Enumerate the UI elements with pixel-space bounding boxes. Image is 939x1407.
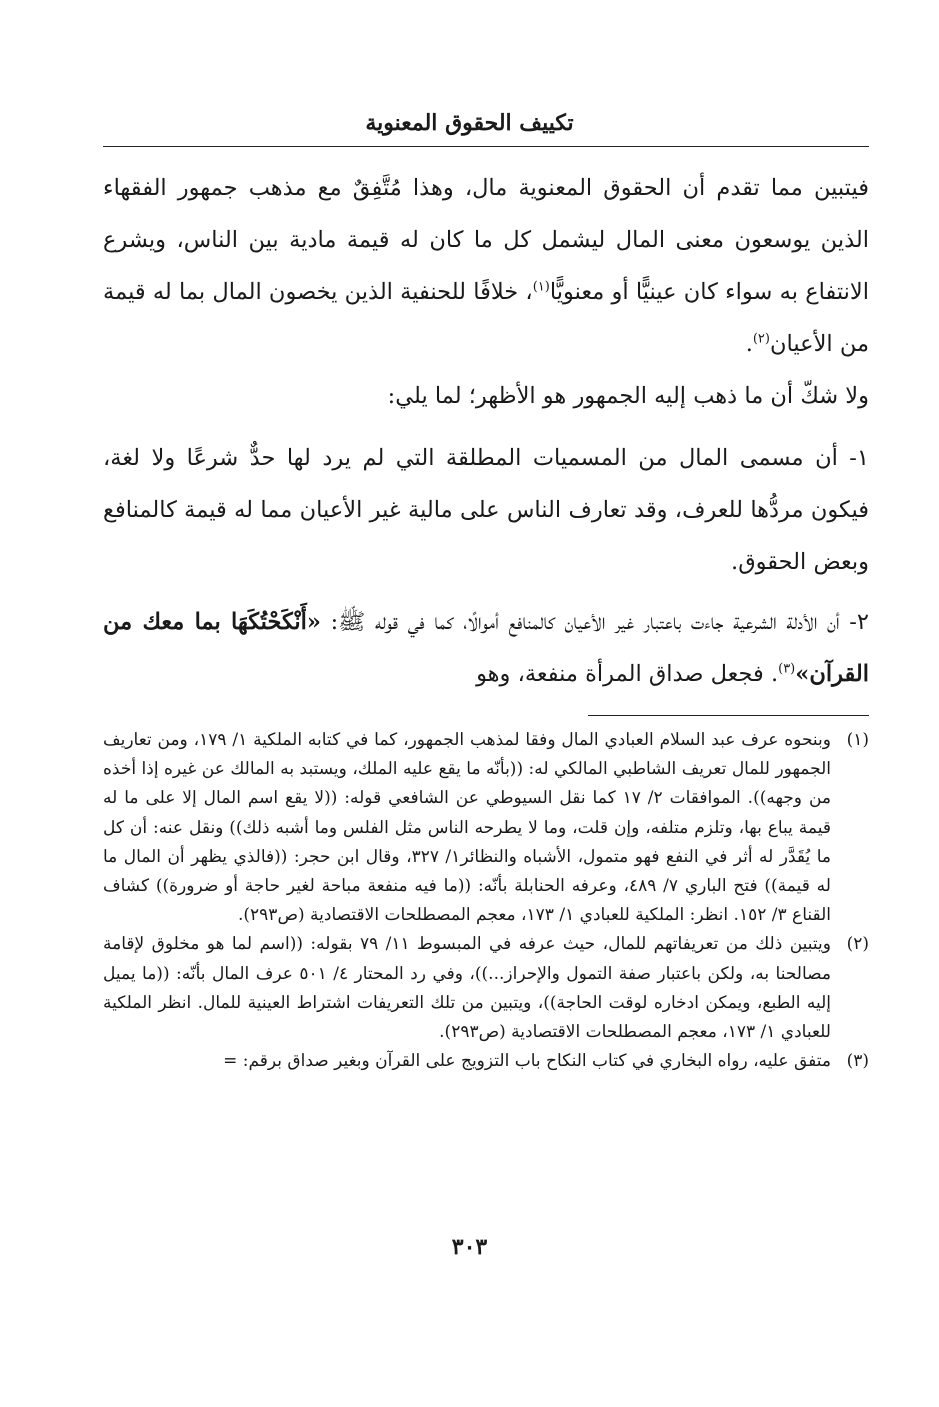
footnotes-section	[103, 726, 869, 1076]
paragraph-conclusion-text-2: ، خلافًا للحنفية الذين يخصون المال بما له قيمة من الأعيان	[103, 279, 869, 357]
hadith-quote: «أَنْكَحْتُكَهَا بما معك من القرآن»	[103, 609, 869, 687]
paragraph-reason-2	[103, 596, 869, 700]
footnote-text: ويتبين ذلك من تعريفاتهم للمال، حيث عرفه في المبسوط ١١/ ٧٩ بقوله: ((اسم لما هو مخلوق لإقامة مصالحنا به، ولكن باعتبار صفة التمول والإحراز...))، وفي رد المحتار ٤/ ٥٠١ عرف المال بأنّه: ((ما يميل إليه الطبع، ويمكن ادخاره لوقت الحاجة))، ويتبين من تلك التعريفات اشتراط العينية للمال. انظر الملكية للعبادي ١/ ١٧٣، معجم المصطلحات الاقتصادية (ص٢٩٣).	[103, 934, 832, 1043]
page-number: ٣٠٣	[451, 1234, 488, 1260]
footnote-number: (١)	[846, 730, 869, 750]
footnote-ref-2[interactable]: (٢)	[752, 331, 770, 347]
footnote-2	[103, 930, 869, 1047]
running-header-title: تكييف الحقوق المعنوية	[365, 110, 574, 136]
paragraph-conclusion-text: فيتبين مما تقدم أن الحقوق المعنوية مال، وهذا مُتَّفِقٌ مع مذهب جمهور الفقهاء الذين يوسعون معنى المال ليشمل كل ما كان له قيمة مادية بين الناس، ويشرع الانتفاع به سواء كان عينيًّا أو معنويًّا	[103, 175, 869, 305]
footnote-3	[103, 1047, 869, 1076]
footnote-ref-1[interactable]: (١)	[532, 279, 550, 295]
paragraph-reason-1: ١- أن مسمى المال من المسميات المطلقة التي لم يرد لها حدٌّ شرعًا ولا لغة، فيكون مردُّها للعرف، وقد تعارف الناس على مالية غير الأعيان مما له قيمة كالمنافع وبعض الحقوق.	[103, 445, 869, 575]
header-divider	[103, 146, 869, 147]
paragraph-conclusion	[103, 162, 869, 370]
footnote-number: (٢)	[846, 934, 869, 955]
footnote-text: وبنحوه عرف عبد السلام العبادي المال وفقا لمذهب الجمهور، كما في كتابه الملكية ١/ ١٧٩، ومن تعاريف الجمهور للمال تعريف الشاطبي المالكي له: ((بأنّه ما يقع عليه الملك، ويستبد به المالك عن غيره إذا أخذه من وجهه)). الموافقات ٢/ ١٧ كما نقل السيوطي عن الشافعي قوله: ((لا يقع اسم المال إلا على ما له قيمة يباع بها، وتلزم متلفه، وإن قلت، وما لا يطرحه الناس مثل الفلس وما أشبه ذلك)) ونقل عنه: أن كل ما يُقَدَّر له أثر في النفع فهو متمول، الأشباه والنظائر١/ ٣٢٧، وقال ابن حجر: ((فالذي يظهر أن المال ما له قيمة)) فتح الباري ٧/ ٤٨٩، وعرفه الحنابلة بأنّه: ((ما فيه منفعة مباحة لغير حاجة أو ضرورة)) كشاف القناع ٣/ ١٥٢. انظر: الملكية للعبادي ١/ ١٧٣، معجم المصطلحات الاقتصادية (ص٢٩٣).	[103, 730, 832, 926]
paragraph-preference: ولا شكّ أن ما ذهب إليه الجمهور هو الأظهر؛ لما يلي:	[387, 383, 869, 409]
paragraph-reason-2-text-end: . فجعل صداق المرأة منفعة، وهو	[476, 661, 779, 687]
footnote-text: متفق عليه، رواه البخاري في كتاب النكاح باب التزويج على القرآن وبغير صداق برقم: =	[223, 1051, 831, 1072]
footnote-divider	[588, 715, 869, 716]
footnote-number: (٣)	[846, 1051, 869, 1072]
footnote-ref-3[interactable]: (٣)	[778, 661, 796, 677]
paragraph-reason-2-text: ٢- أن الأدلة الشرعية جاءت باعتبار غير الأعيان كالمنافع أموالًا، كما في قوله ﷺ:	[320, 609, 869, 635]
paragraph-conclusion-end: .	[745, 331, 753, 357]
footnote-1	[103, 726, 869, 930]
